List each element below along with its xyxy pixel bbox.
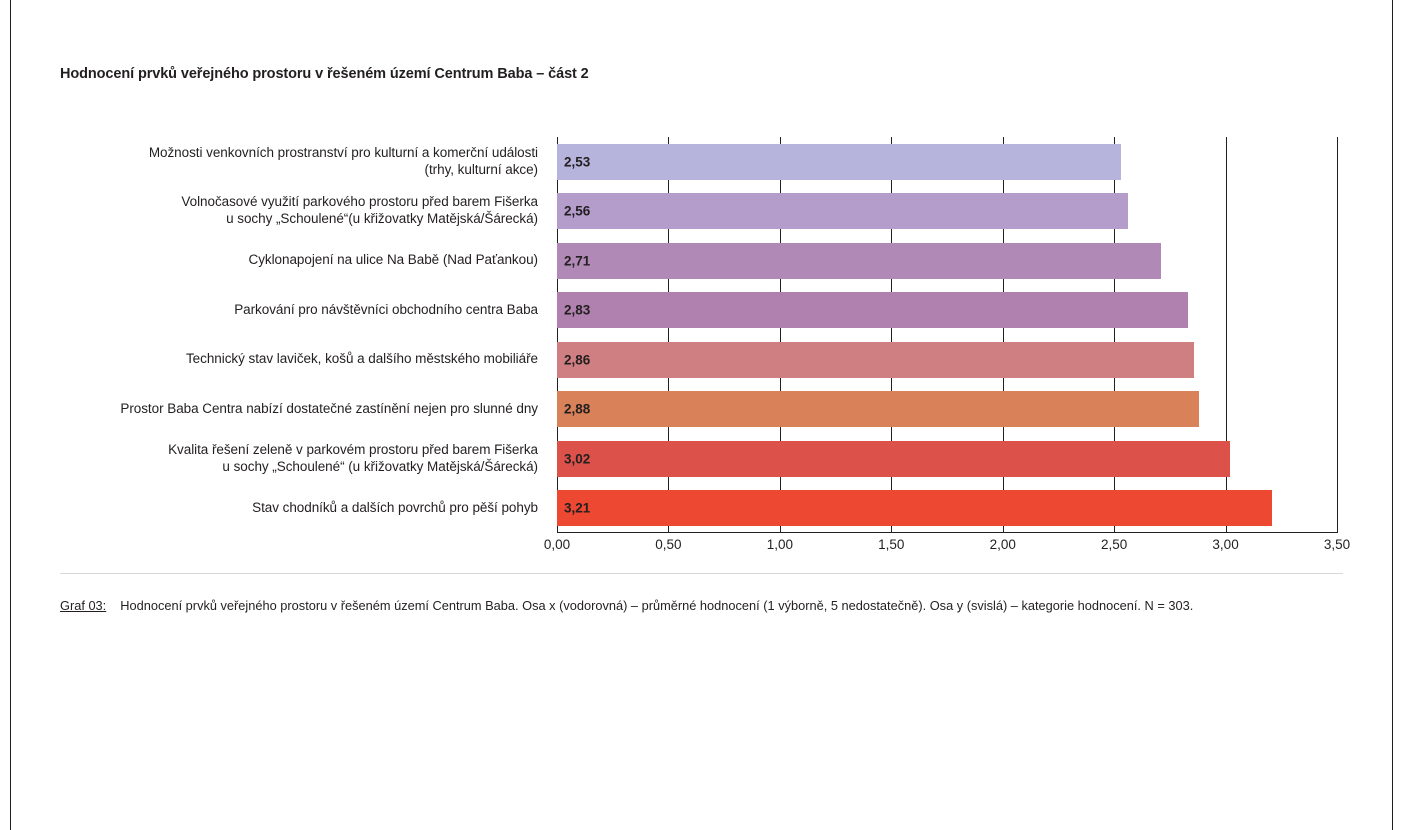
bar[interactable] [557, 441, 1230, 477]
bar-row [557, 193, 1337, 229]
bar-row [557, 441, 1337, 477]
category-label-line: Kvalita řešení zeleně v parkovém prostoru před barem Fišerka [168, 441, 538, 457]
category-label-line: u sochy „Schoulené“ (u křižovatky Matějská/Šárecká) [222, 458, 538, 474]
x-tick-label: 1,00 [766, 537, 793, 552]
category-label-line: Cyklonapojení na ulice Na Babě (Nad Paťankou) [248, 252, 538, 268]
x-tick-label: 3,50 [1323, 537, 1351, 552]
bar-row [557, 292, 1337, 328]
category-label [120, 400, 538, 417]
category-label-line: Volnočasové využití parkového prostoru před barem Fišerka [181, 194, 538, 210]
category-label-line: Technický stav laviček, košů a dalšího městského mobiliáře [185, 351, 538, 367]
category-label-line: Prostor Baba Centra nabízí dostatečné zastínění nejen pro slunné dny [120, 400, 538, 416]
bar[interactable] [557, 144, 1121, 180]
page-rule-right [1392, 0, 1393, 830]
bar-value-label: 2,83 [564, 302, 591, 318]
category-label-line: Parkování pro návštěvníci obchodního centra Baba [234, 301, 538, 317]
x-tick-label: 0,00 [543, 537, 571, 552]
category-axis-labels [30, 137, 548, 533]
x-tick-label: 2,50 [1101, 537, 1128, 552]
bar-value-label: 3,02 [564, 451, 591, 467]
bar[interactable] [557, 193, 1128, 229]
bar[interactable] [557, 490, 1272, 526]
bar-value-label: 2,56 [564, 203, 591, 219]
category-label [252, 499, 538, 516]
bar-row [557, 342, 1337, 378]
category-label [181, 193, 538, 227]
category-label-line: Stav chodníků a dalších povrchů pro pěší pohyb [252, 499, 538, 515]
category-label-line: u sochy „Schoulené“(u křižovatky Matějská/Šárecká) [226, 211, 538, 227]
bar[interactable] [557, 292, 1188, 328]
caption-text: Hodnocení prvků veřejného prostoru v řešeném území Centrum Baba. Osa x (vodorovná) – průměrné hodnocení (1 výborně, 5 nedostatečně). Osa y (svislá) – kategorie hodnocení. N = 303. [120, 598, 1194, 613]
chart-title: Hodnocení prvků veřejného prostoru v řešeném území Centrum Baba – část 2 [60, 66, 589, 82]
bar[interactable] [557, 243, 1161, 279]
bar-value-label: 2,86 [564, 352, 591, 368]
x-tick-label: 0,50 [655, 537, 682, 552]
chart-caption [60, 597, 1343, 614]
gridline-3-50 [1337, 137, 1338, 533]
chart-plot-area [557, 137, 1337, 533]
bar-row [557, 490, 1337, 526]
category-label-line: (trhy, kulturní akce) [424, 161, 538, 177]
bar-rows [557, 137, 1337, 533]
bar-value-label: 2,53 [564, 154, 591, 170]
caption-divider [60, 573, 1343, 574]
x-tick-label: 3,00 [1212, 537, 1239, 552]
x-axis-tick-labels [543, 537, 1351, 561]
bar-row [557, 144, 1337, 180]
bar[interactable] [557, 342, 1194, 378]
category-label [234, 301, 538, 318]
bar-row [557, 391, 1337, 427]
x-tick-label: 2,00 [989, 537, 1016, 552]
category-label [249, 251, 539, 268]
category-label [149, 144, 538, 178]
category-label [186, 350, 538, 367]
x-axis-line [557, 532, 1337, 533]
bar-value-label: 2,71 [564, 253, 591, 269]
category-label [168, 441, 538, 475]
category-label-line: Možnosti venkovních prostranství pro kulturní a komerční události [148, 144, 538, 160]
bar-value-label: 2,88 [564, 401, 591, 417]
x-tick-label: 1,50 [878, 537, 905, 552]
page-rule-left [10, 0, 11, 830]
bar-value-label: 3,21 [564, 500, 591, 516]
bar-row [557, 243, 1337, 279]
caption-label: Graf 03: [60, 598, 107, 613]
bar[interactable] [557, 391, 1199, 427]
